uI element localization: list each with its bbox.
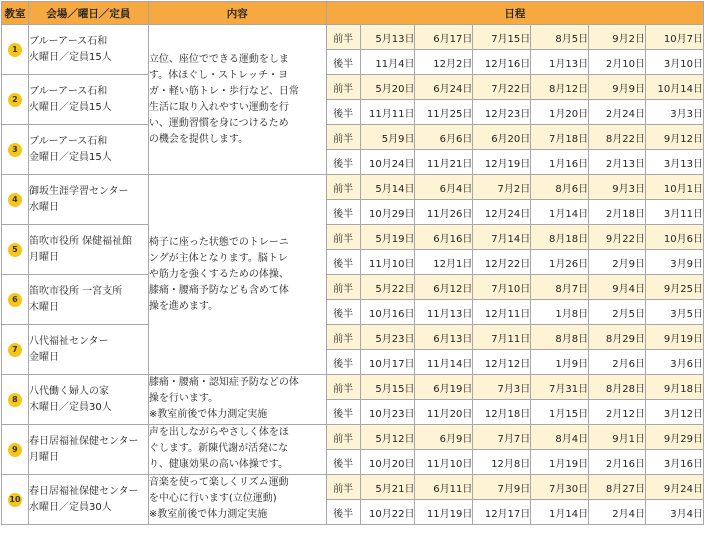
date-cell: 8月22日	[589, 125, 646, 150]
date-cell: 3月5日	[646, 300, 704, 325]
venue-name: 春日居福祉保健センター	[28, 485, 139, 497]
date-cell: 12月23日	[473, 100, 531, 125]
date-cell: 8月7日	[531, 275, 589, 300]
date-cell: 11月26日	[415, 200, 473, 225]
date-cell: 7月31日	[531, 375, 589, 400]
date-cell: 1月26日	[531, 250, 589, 275]
date-cell: 2月13日	[589, 150, 646, 175]
date-cell: 11月4日	[360, 50, 415, 75]
date-cell: 12月19日	[473, 150, 531, 175]
venue-cell	[28, 275, 148, 325]
date-cell: 3月16日	[646, 450, 704, 475]
date-cell: 7月30日	[531, 475, 589, 500]
classroom-number-badge: 4	[8, 193, 22, 207]
content-description	[148, 25, 326, 175]
date-cell: 5月19日	[360, 225, 415, 250]
second-half-label: 後半	[326, 500, 360, 525]
date-cell: 3月4日	[646, 500, 704, 525]
content-line: ガ・軽い筋トレ・歩行など、日常	[148, 85, 299, 97]
date-cell: 11月13日	[415, 300, 473, 325]
date-cell: 6月12日	[415, 275, 473, 300]
date-cell: 9月22日	[589, 225, 646, 250]
date-cell: 2月6日	[589, 350, 646, 375]
date-cell: 11月21日	[415, 150, 473, 175]
venue-name: ブルーアース石和	[28, 85, 108, 97]
venue-cell	[28, 175, 148, 225]
header-classroom: 教室	[2, 2, 29, 25]
date-cell: 7月18日	[531, 125, 589, 150]
date-cell: 12月22日	[473, 250, 531, 275]
venue-day-capacity: 火曜日／定員15人	[28, 51, 112, 63]
venue-day-capacity: 木曜日	[28, 301, 59, 313]
venue-name: 御坂生涯学習センター	[28, 185, 129, 197]
date-cell: 1月13日	[531, 50, 589, 75]
date-cell: 3月12日	[646, 400, 704, 425]
classroom-number-badge: 5	[8, 243, 22, 257]
content-line: ※教室前後で体力測定実施	[148, 409, 268, 420]
date-cell: 6月19日	[415, 375, 473, 400]
content-line: 操を進めます。	[148, 300, 219, 312]
date-cell: 3月6日	[646, 350, 704, 375]
date-cell: 3月10日	[646, 50, 704, 75]
date-cell: 10月23日	[360, 400, 415, 425]
date-cell: 7月14日	[473, 225, 531, 250]
content-line: ぐします。新陳代謝が活発にな	[148, 443, 289, 454]
venue-day-capacity: 月曜日	[28, 251, 59, 263]
classroom-number-badge: 7	[8, 343, 22, 357]
second-half-label: 後半	[326, 100, 360, 125]
first-half-label: 前半	[326, 425, 360, 450]
date-cell: 1月15日	[531, 400, 589, 425]
class-row-first	[2, 25, 704, 50]
classroom-number-badge: 8	[8, 393, 22, 407]
second-half-label: 後半	[326, 450, 360, 475]
classroom-number-cell	[2, 475, 29, 525]
date-cell: 10月6日	[646, 225, 704, 250]
first-half-label: 前半	[326, 25, 360, 50]
date-cell: 8月4日	[531, 425, 589, 450]
date-cell: 6月6日	[415, 125, 473, 150]
date-cell: 12月17日	[473, 500, 531, 525]
date-cell: 8月8日	[531, 325, 589, 350]
date-cell: 2月10日	[589, 50, 646, 75]
venue-day-capacity: 月曜日	[28, 451, 59, 463]
content-line: 膝痛・腰痛予防なども含めて体	[148, 284, 289, 296]
content-description	[148, 175, 326, 375]
date-cell: 2月5日	[589, 300, 646, 325]
venue-name: 八代福祉センター	[28, 335, 109, 347]
date-cell: 9月24日	[646, 475, 704, 500]
content-line: り、健康効果の高い体操です。	[148, 459, 289, 470]
first-half-label: 前半	[326, 475, 360, 500]
date-cell: 6月13日	[415, 325, 473, 350]
date-cell: 9月29日	[646, 425, 704, 450]
date-cell: 7月10日	[473, 275, 531, 300]
date-cell: 7月15日	[473, 25, 531, 50]
date-cell: 1月14日	[531, 200, 589, 225]
content-description	[148, 375, 326, 425]
venue-name: 笛吹市役所 保健福祉館	[28, 235, 133, 247]
first-half-label: 前半	[326, 125, 360, 150]
date-cell: 5月23日	[360, 325, 415, 350]
venue-day-capacity: 水曜日／定員30人	[28, 501, 112, 513]
class-row-first	[2, 125, 704, 150]
date-cell: 9月3日	[589, 175, 646, 200]
class-row-first	[2, 425, 704, 450]
date-cell: 12月24日	[473, 200, 531, 225]
date-cell: 10月14日	[646, 75, 704, 100]
classroom-number-cell	[2, 225, 29, 275]
venue-day-capacity: 火曜日／定員15人	[28, 101, 112, 113]
content-line: ※教室前後で体力測定実施	[148, 509, 268, 520]
date-cell: 11月10日	[415, 450, 473, 475]
venue-cell	[28, 75, 148, 125]
class-row-first	[2, 175, 704, 200]
date-cell: 10月24日	[360, 150, 415, 175]
date-cell: 8月12日	[531, 75, 589, 100]
date-cell: 3月9日	[646, 250, 704, 275]
venue-cell	[28, 225, 148, 275]
date-cell: 5月14日	[360, 175, 415, 200]
date-cell: 9月12日	[646, 125, 704, 150]
content-line: 立位、座位でできる運動をしま	[148, 53, 289, 65]
date-cell: 7月3日	[473, 375, 531, 400]
date-cell: 11月11日	[360, 100, 415, 125]
first-half-label: 前半	[326, 225, 360, 250]
date-cell: 9月25日	[646, 275, 704, 300]
classroom-number-cell	[2, 425, 29, 475]
first-half-label: 前半	[326, 175, 360, 200]
header-row	[2, 2, 704, 25]
class-row-first	[2, 75, 704, 100]
date-cell: 1月14日	[531, 500, 589, 525]
date-cell: 10月29日	[360, 200, 415, 225]
date-cell: 7月7日	[473, 425, 531, 450]
date-cell: 5月15日	[360, 375, 415, 400]
date-cell: 5月22日	[360, 275, 415, 300]
date-cell: 8月27日	[589, 475, 646, 500]
first-half-label: 前半	[326, 325, 360, 350]
schedule-table	[1, 1, 704, 525]
date-cell: 2月4日	[589, 500, 646, 525]
date-cell: 11月20日	[415, 400, 473, 425]
date-cell: 10月22日	[360, 500, 415, 525]
date-cell: 2月12日	[589, 400, 646, 425]
date-cell: 12月8日	[473, 450, 531, 475]
venue-cell	[28, 325, 148, 375]
class-row-first	[2, 325, 704, 350]
date-cell: 12月18日	[473, 400, 531, 425]
date-cell: 3月13日	[646, 150, 704, 175]
venue-name: 笛吹市役所 一宮支所	[28, 285, 123, 297]
first-half-label: 前半	[326, 375, 360, 400]
classroom-number-badge: 3	[8, 143, 22, 157]
content-line: 操を行います。	[148, 393, 219, 404]
date-cell: 3月11日	[646, 200, 704, 225]
date-cell: 6月24日	[415, 75, 473, 100]
date-cell: 12月11日	[473, 300, 531, 325]
content-description	[148, 425, 326, 475]
date-cell: 6月16日	[415, 225, 473, 250]
date-cell: 2月9日	[589, 250, 646, 275]
date-cell: 10月7日	[646, 25, 704, 50]
venue-cell	[28, 475, 148, 525]
date-cell: 5月21日	[360, 475, 415, 500]
content-line: 膝痛・腰痛・認知症予防などの体	[148, 377, 299, 388]
classroom-number-badge: 2	[8, 93, 22, 107]
date-cell: 12月16日	[473, 50, 531, 75]
second-half-label: 後半	[326, 400, 360, 425]
venue-cell	[28, 375, 148, 425]
content-line: 椅子に座った状態でのトレーニ	[148, 236, 289, 248]
date-cell: 10月17日	[360, 350, 415, 375]
venue-day-capacity: 木曜日／定員30人	[28, 401, 112, 413]
date-cell: 7月22日	[473, 75, 531, 100]
date-cell: 10月16日	[360, 300, 415, 325]
date-cell: 6月11日	[415, 475, 473, 500]
date-cell: 7月11日	[473, 325, 531, 350]
date-cell: 7月2日	[473, 175, 531, 200]
content-line: 生活に取り入れやすい運動を行	[148, 101, 289, 113]
classroom-number-badge: 9	[8, 443, 22, 457]
classroom-number-cell	[2, 75, 29, 125]
date-cell: 10月1日	[646, 175, 704, 200]
date-cell: 12月12日	[473, 350, 531, 375]
content-line: い、運動習慣を身につけるため	[148, 117, 289, 129]
venue-day-capacity: 金曜日	[28, 351, 59, 363]
second-half-label: 後半	[326, 250, 360, 275]
second-half-label: 後半	[326, 200, 360, 225]
classroom-number-cell	[2, 175, 29, 225]
date-cell: 1月8日	[531, 300, 589, 325]
date-cell: 1月9日	[531, 350, 589, 375]
content-description	[148, 475, 326, 525]
first-half-label: 前半	[326, 75, 360, 100]
content-line: 音楽を使って楽しくリズム運動	[148, 477, 289, 488]
header-schedule: 日程	[326, 2, 703, 25]
date-cell: 2月24日	[589, 100, 646, 125]
date-cell: 5月20日	[360, 75, 415, 100]
date-cell: 11月25日	[415, 100, 473, 125]
content-line: 声を出しながらやさしく体をほ	[148, 427, 289, 438]
venue-name: ブルーアース石和	[28, 35, 108, 47]
header-venue: 会場／曜日／定員	[28, 2, 148, 25]
content-line: を中心に行います(立位運動)	[148, 493, 277, 504]
content-line: す。体ほぐし・ストレッチ・ヨ	[148, 69, 288, 81]
date-cell: 9月9日	[589, 75, 646, 100]
date-cell: 2月18日	[589, 200, 646, 225]
class-row-first	[2, 375, 704, 400]
classroom-number-badge: 6	[8, 293, 22, 307]
date-cell: 12月1日	[415, 250, 473, 275]
venue-cell	[28, 25, 148, 75]
schedule-body	[2, 25, 704, 525]
date-cell: 6月9日	[415, 425, 473, 450]
content-line: や筋力を強くするための体操、	[148, 268, 289, 280]
date-cell: 2月16日	[589, 450, 646, 475]
classroom-number-cell	[2, 25, 29, 75]
date-cell: 6月4日	[415, 175, 473, 200]
class-row-first	[2, 275, 704, 300]
date-cell: 8月28日	[589, 375, 646, 400]
header-content: 内容	[148, 2, 326, 25]
date-cell: 9月19日	[646, 325, 704, 350]
class-row-first	[2, 225, 704, 250]
venue-cell	[28, 125, 148, 175]
date-cell: 5月12日	[360, 425, 415, 450]
classroom-number-badge: 1	[8, 43, 22, 57]
second-half-label: 後半	[326, 350, 360, 375]
date-cell: 9月18日	[646, 375, 704, 400]
date-cell: 11月14日	[415, 350, 473, 375]
date-cell: 5月9日	[360, 125, 415, 150]
venue-day-capacity: 金曜日／定員15人	[28, 151, 112, 163]
date-cell: 1月20日	[531, 100, 589, 125]
date-cell: 1月16日	[531, 150, 589, 175]
date-cell: 8月29日	[589, 325, 646, 350]
date-cell: 8月5日	[531, 25, 589, 50]
class-row-first	[2, 475, 704, 500]
venue-day-capacity: 水曜日	[28, 201, 59, 213]
second-half-label: 後半	[326, 300, 360, 325]
second-half-label: 後半	[326, 150, 360, 175]
date-cell: 9月1日	[589, 425, 646, 450]
classroom-number-cell	[2, 275, 29, 325]
classroom-number-cell	[2, 375, 29, 425]
second-half-label: 後半	[326, 50, 360, 75]
date-cell: 5月13日	[360, 25, 415, 50]
venue-cell	[28, 425, 148, 475]
date-cell: 7月9日	[473, 475, 531, 500]
date-cell: 6月17日	[415, 25, 473, 50]
first-half-label: 前半	[326, 275, 360, 300]
content-line: の機会を提供します。	[148, 133, 249, 145]
venue-name: ブルーアース石和	[28, 135, 108, 147]
classroom-number-cell	[2, 125, 29, 175]
date-cell: 6月20日	[473, 125, 531, 150]
date-cell: 8月6日	[531, 175, 589, 200]
date-cell: 3月3日	[646, 100, 704, 125]
classroom-number-badge: 10	[8, 493, 22, 507]
date-cell: 9月2日	[589, 25, 646, 50]
venue-name: 八代働く婦人の家	[28, 385, 109, 397]
date-cell: 9月4日	[589, 275, 646, 300]
venue-name: 春日居福祉保健センター	[28, 435, 139, 447]
date-cell: 10月20日	[360, 450, 415, 475]
date-cell: 11月10日	[360, 250, 415, 275]
content-line: ングが主体となります。脳トレ	[148, 252, 288, 264]
date-cell: 12月2日	[415, 50, 473, 75]
date-cell: 8月18日	[531, 225, 589, 250]
date-cell: 1月19日	[531, 450, 589, 475]
classroom-number-cell	[2, 325, 29, 375]
date-cell: 11月19日	[415, 500, 473, 525]
